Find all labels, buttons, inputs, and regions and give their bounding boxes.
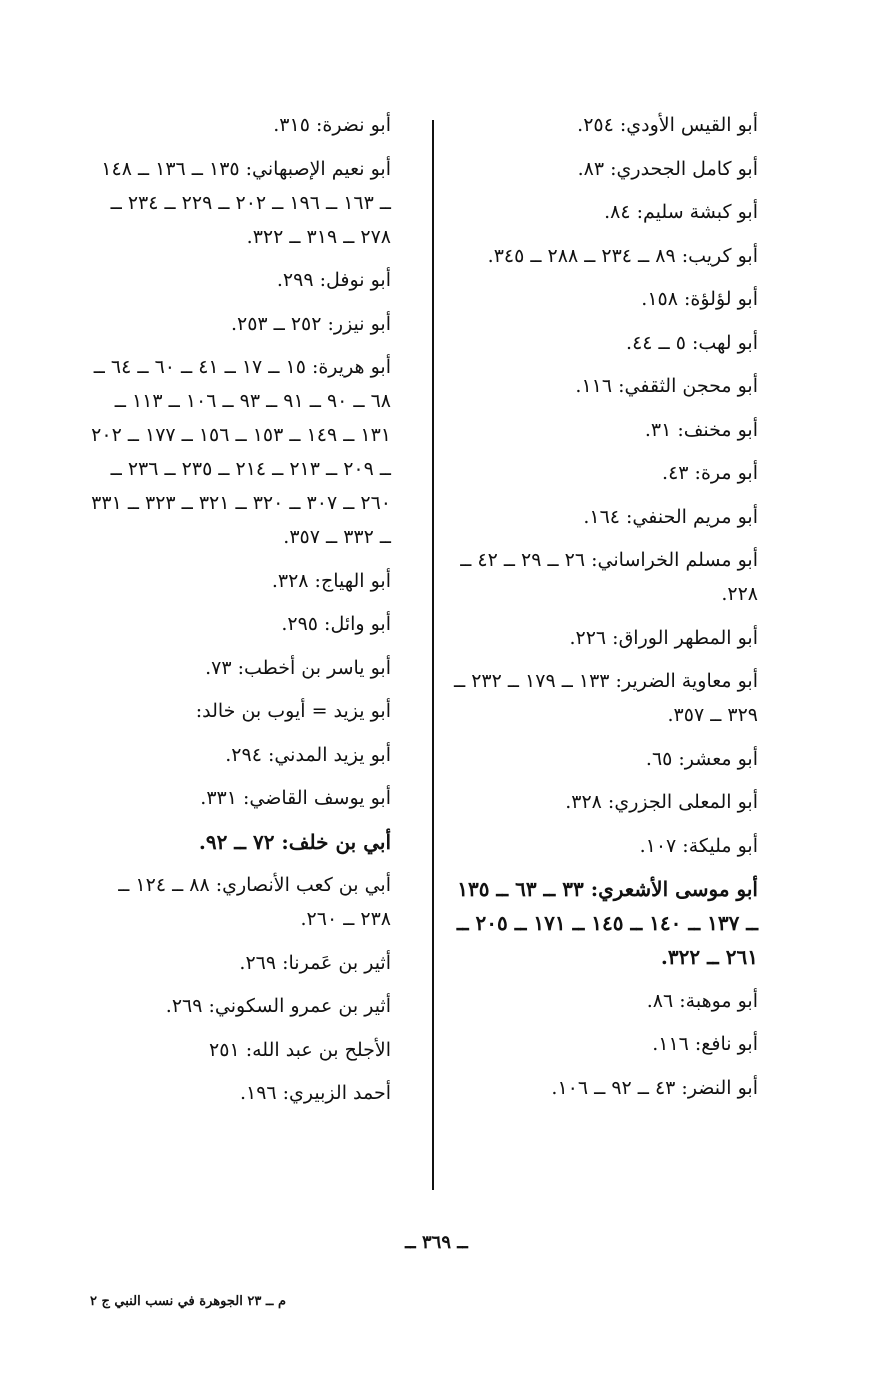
index-entry: أبو يزيد = أيوب بن خالد: [195,700,391,722]
page-number: ــ ٣٦٩ ــ [405,1232,468,1253]
index-column-right [453,108,758,1114]
index-entry: أبو يزيد المدني: ٢٩٤. [225,743,391,766]
index-entry: أبو معشر: ٦٥. [645,747,758,770]
index-entry: أبو كبشة سليم: ٨٤. [604,201,758,223]
index-entry: أبو وائل: ٢٩٥. [281,613,391,635]
index-entry: أبو مخنف: ٣١. [644,418,758,441]
index-entry: أبو ياسر بن أخطب: ٧٣. [205,656,391,679]
index-entry: أبو كامل الجحدري: ٨٣. [577,157,758,180]
index-entry: أبو نضرة: ٣١٥. [273,114,391,136]
index-entry: أبو مسلم الخراساني: ٢٦ ــ ٢٩ ــ ٤٢ ــ ٢٢٨. [460,549,758,605]
index-entry: أبو نيزر: ٢٥٢ ــ ٢٥٣. [230,312,391,335]
index-entry: أحمد الزبيري: ١٩٦. [239,1082,391,1104]
index-entry: أبي بن خلف: ٧٢ ــ ٩٢. [198,829,391,854]
index-entry: أبو هريرة: ١٥ ــ ١٧ ــ ٤١ ــ ٦٠ ــ ٦٤ ــ ٦٨ ــ ٩٠ ــ ٩١ ــ ٩٣ ــ ١٠٦ ــ ١١٣ ــ ١٣١ ــ ١٤٩ ــ ١٥٣ ــ ١٥٦ ــ ١٧٧ ــ ٢٠٢ ــ ٢٠٩ ــ ٢١٣ ــ ٢١٤ ــ ٢٣٥ ــ ٢٣٦ ــ ٢٦٠ ــ ٣٠٧ ــ ٣٢٠ ــ ٣٢١ ــ ٣٢٣ ــ ٣٣١ ــ ٣٣٢ ــ ٣٥٧. [91,356,391,548]
index-entry: أبو يوسف القاضي: ٣٣١. [200,787,391,809]
index-entry: أثير بن عَمرنا: ٢٦٩. [239,951,391,974]
index-entry: أبو محجن الثقفي: ١١٦. [575,375,758,397]
index-entry: أبو كريب: ٨٩ ــ ٢٣٤ ــ ٢٨٨ ــ ٣٤٥. [487,244,758,267]
index-entry: أبو المعلى الجزري: ٣٢٨. [565,791,758,813]
index-entry: أبو لؤلؤة: ١٥٨. [641,288,758,310]
index-column-left [86,108,391,1120]
index-entry: أبو الهياج: ٣٢٨. [271,569,391,592]
index-entry: أبو نوفل: ٢٩٩. [276,269,391,291]
index-entry: أبو مرة: ٤٣. [662,462,758,484]
index-entry: الأجلح بن عبد الله: ٢٥١ [209,1038,391,1061]
index-entry: أبو نعيم الإصبهاني: ١٣٥ ــ ١٣٦ ــ ١٤٨ ــ ١٦٣ ــ ١٩٦ ــ ٢٠٢ ــ ٢٢٩ ــ ٢٣٤ ــ ٢٧٨ ــ ٣١٩ ــ ٣٢٢. [101,157,391,248]
index-entry: أبو موهبة: ٨٦. [646,989,758,1012]
index-entry: أبو النضر: ٤٣ ــ ٩٢ ــ ١٠٦. [551,1076,758,1099]
index-entry: أبي بن كعب الأنصاري: ٨٨ ــ ١٢٤ ــ ٢٣٨ ــ ٢٦٠. [118,874,391,930]
index-entry: أبو مليكة: ١٠٧. [639,834,758,857]
index-entry: أبو المطهر الوراق: ٢٢٦. [569,626,758,649]
footer-signature: م ــ ٢٣ الجوهرة في نسب النبي ج ٢ [90,1294,287,1309]
column-divider [432,120,434,1190]
index-entry: أبو معاوية الضرير: ١٣٣ ــ ١٧٩ ــ ٢٣٢ ــ ٣٢٩ ــ ٣٥٧. [454,670,758,726]
index-entry: أبو موسى الأشعري: ٣٣ ــ ٦٣ ــ ١٣٥ ــ ١٣٧ ــ ١٤٠ ــ ١٤٥ ــ ١٧١ ــ ٢٠٥ ــ ٢٦١ ــ ٣٢٢. [456,877,758,969]
index-entry: أبو نافع: ١١٦. [652,1033,758,1055]
index-entry: أبو لهب: ٥ ــ ٤٤. [626,331,758,354]
index-entry: أثير بن عمرو السكوني: ٢٦٩. [165,995,391,1017]
index-entry: أبو القيس الأودي: ٢٥٤. [577,114,758,136]
index-entry: أبو مريم الحنفي: ١٦٤. [583,505,758,528]
